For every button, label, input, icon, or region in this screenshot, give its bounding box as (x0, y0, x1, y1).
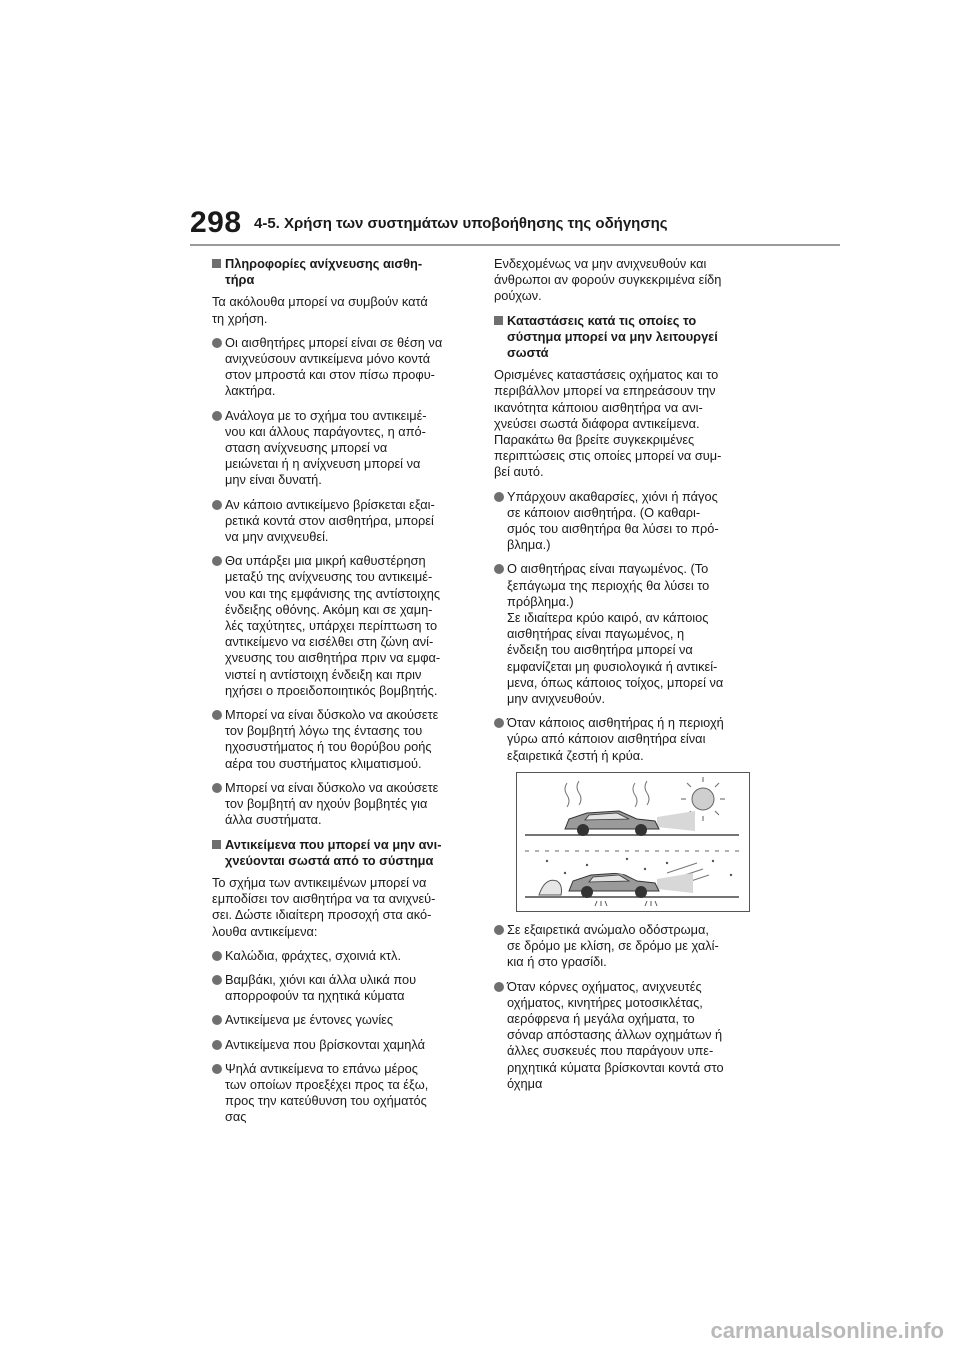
paragraph (212, 294, 470, 326)
text-line: Αντικείμενα που βρίσκονται χαμηλά (225, 1036, 425, 1052)
text-line: σε κάποιον αισθητήρα. (Ο καθαρι- (507, 504, 701, 520)
bullet-item (212, 780, 470, 829)
circle-bullet-icon (494, 718, 504, 728)
page-header (190, 206, 840, 246)
right-column (494, 256, 752, 1100)
text-line: τον βομβητή αν ηχούν βομβητές για (225, 796, 428, 812)
heading-line: σύστημα μπορεί να μην λειτουργεί (507, 328, 718, 344)
text-line: Μπορεί να είναι δύσκολο να ακούσετε (225, 707, 439, 723)
circle-bullet-icon (494, 492, 504, 502)
text-line: ένδειξης οθόνης. Ακόμη και σε χαμη- (225, 601, 433, 617)
bullet-item (212, 335, 470, 400)
text-line: Καλώδια, φράχτες, σχοινιά κτλ. (225, 947, 402, 963)
bullet-item (494, 489, 752, 554)
circle-bullet-icon (212, 975, 222, 985)
heading-line: Καταστάσεις κατά τις οποίες το (507, 312, 697, 328)
text-line: άλλα συστήματα. (225, 812, 322, 828)
heading-line: σωστά (507, 345, 549, 361)
circle-bullet-icon (212, 411, 222, 421)
bullet-item (212, 972, 470, 1004)
text-line: τον βομβητή λόγω της έντασης του (225, 723, 423, 739)
sensor-beam-icon (657, 873, 693, 893)
text-line: Σε εξαιρετικά ανώμαλο οδόστρωμα, (507, 921, 709, 937)
footer-watermark: carmanualsonline.info (710, 1318, 944, 1343)
text-line: ηχήσει ο προειδοποιητικός βομβητής. (225, 682, 438, 698)
bullet-item (212, 553, 470, 699)
circle-bullet-icon (212, 1040, 222, 1050)
bullet-item (494, 715, 752, 764)
text-line: Το σχήμα των αντικειμένων μπορεί να (212, 874, 427, 890)
bullet-item (212, 1037, 470, 1053)
illustration-svg (517, 773, 749, 911)
text-line: Αντικείμενα με έντονες γωνίες (225, 1012, 394, 1028)
text-line: χνευσης του αισθητήρα πριν να εμφα- (225, 650, 441, 666)
text-line: γύρω από κάποιον αισθητήρα είναι (507, 731, 706, 747)
text-line: Αν κάποιο αντικείμενο βρίσκεται εξαι- (225, 496, 435, 512)
text-line: βλημα.) (507, 537, 551, 553)
text-line: Μπορεί να είναι δύσκολο να ακούσετε (225, 779, 439, 795)
text-line: Ψηλά αντικείμενα το επάνω μέρος (225, 1060, 418, 1076)
circle-bullet-icon (212, 951, 222, 961)
text-line: σει. Δώστε ιδιαίτερη προσοχή στα ακό- (212, 907, 432, 923)
paragraph (494, 256, 752, 305)
text-line: ρηχητικά κύματα βρίσκονται κοντά στο (507, 1059, 724, 1075)
left-column (212, 256, 470, 1134)
text-line: των οποίων προεξέχει προς τα έξω, (225, 1076, 429, 1092)
paragraph (494, 367, 752, 480)
text-line: σε δρόμο με κλίση, σε δρόμο με χαλί- (507, 938, 719, 954)
circle-bullet-icon (494, 925, 504, 935)
text-line: Παρακάτω θα βρείτε συγκεκριμένες (494, 432, 695, 448)
text-line: νου και της εμφάνισης της αντίστοιχης (225, 585, 441, 601)
text-line: αισθητήρας είναι παγωμένος, η (507, 626, 685, 642)
circle-bullet-icon (494, 564, 504, 574)
text-line: αερόφρενα ή μεγάλα οχήματα, το (507, 1010, 695, 1026)
text-line: να μην ανιχνευθεί. (225, 529, 329, 545)
text-line: ηχοσυστήματος ή του θορύβου ροής (225, 739, 432, 755)
section-heading (212, 256, 470, 288)
header-rule (190, 244, 840, 246)
text-line: λουθα αντικείμενα: (212, 923, 318, 939)
chapter-title: 4-5. Χρήση των συστημάτων υποβοήθησης της οδήγησης (254, 215, 668, 232)
text-line: εμφανίζεται μη φυσιολογικά ή αντικεί- (507, 658, 718, 674)
text-line: αέρα του συστήματος κλιματισμού. (225, 755, 422, 771)
circle-bullet-icon (212, 500, 222, 510)
text-line: προς την κατεύθυνση του οχήματός (225, 1093, 427, 1109)
circle-bullet-icon (494, 982, 504, 992)
sun-icon (692, 788, 714, 810)
text-line: μεταξύ της ανίχνευσης του αντικειμέ- (225, 569, 433, 585)
text-line: περιβάλλον μπορεί να επηρεάσουν την (494, 383, 716, 399)
circle-bullet-icon (212, 556, 222, 566)
text-line: άνθρωποι αν φορούν συγκεκριμένα είδη (494, 272, 722, 288)
heading-line: Αντικείμενα που μπορεί να μην ανι- (225, 836, 442, 852)
bullet-item (212, 1061, 470, 1126)
circle-bullet-icon (212, 338, 222, 348)
circle-bullet-icon (212, 1015, 222, 1025)
text-line: σμός του αισθητήρα θα λύσει το πρό- (507, 521, 719, 537)
text-line: εμποδίσει τον αισθητήρα να τα ανιχνεύ- (212, 891, 436, 907)
square-bullet-icon (212, 840, 221, 849)
text-line: όχημα (507, 1075, 543, 1091)
text-line: ρούχων. (494, 288, 542, 304)
text-line: Όταν κάποιος αισθητήρας ή η περιοχή (507, 715, 724, 731)
text-line: ανιχνεύσουν αντικείμενα μόνο κοντά (225, 351, 431, 367)
text-line: ένδειξη του αισθητήρα μπορεί να (507, 642, 693, 658)
text-line: στον μπροστά και στον πίσω προφυ- (225, 367, 435, 383)
text-line: ξεπάγωμα της περιοχής θα λύσει το (507, 577, 710, 593)
text-line: αντικείμενο να εισέλθει στη ζώνη ανί- (225, 634, 434, 650)
grass-icon (595, 901, 657, 906)
text-line: Ορισμένες καταστάσεις οχήματος και το (494, 367, 719, 383)
bullet-item (212, 948, 470, 964)
bullet-item (494, 561, 752, 707)
text-line: βεί αυτό. (494, 464, 544, 480)
square-bullet-icon (494, 316, 503, 325)
text-line: πρόβλημα.) (507, 593, 574, 609)
text-line: μειώνεται ή η ανίχνευση μπορεί να (225, 456, 421, 472)
sensor-beam-icon (657, 811, 695, 831)
text-line: Ανάλογα με το σχήμα του αντικειμέ- (225, 407, 427, 423)
text-line: απορροφούν τα ηχητικά κύματα (225, 988, 405, 1004)
page-number: 298 (190, 206, 242, 239)
heading-line: χνεύονται σωστά από το σύστημα (225, 852, 434, 868)
bullet-item (212, 1012, 470, 1028)
text-line: Όταν κόρνες οχήματος, ανιχνευτές (507, 978, 702, 994)
heat-waves-icon (565, 781, 649, 807)
text-line: τη χρήση. (212, 310, 268, 326)
circle-bullet-icon (212, 783, 222, 793)
bullet-item (212, 497, 470, 546)
heading-line: Πληροφορίες ανίχνευσης αισθη- (225, 256, 423, 271)
text-line: εξαιρετικά ζεστή ή κρύα. (507, 747, 644, 763)
bullet-item (212, 707, 470, 772)
snow-pile-icon (539, 880, 562, 895)
snowy-car-icon (569, 871, 659, 898)
section-heading (212, 837, 470, 869)
square-bullet-icon (212, 259, 221, 268)
text-line: χνεύσει σωστά διάφορα αντικείμενα. (494, 415, 700, 431)
circle-bullet-icon (212, 1064, 222, 1074)
text-line: άλλες συσκευές που παράγουν υπε- (507, 1043, 714, 1059)
section-heading (494, 313, 752, 362)
heading-line: τήρα (225, 272, 255, 288)
text-line: οχήματος, κινητήρες μοτοσικλέτας, (507, 994, 703, 1010)
circle-bullet-icon (212, 710, 222, 720)
text-line: σόναρ απόστασης άλλων οχημάτων ή (507, 1027, 723, 1043)
text-line: νου και άλλους παράγοντες, η από- (225, 423, 426, 439)
text-line: Τα ακόλουθα μπορεί να συμβούν κατά (212, 294, 428, 310)
text-line: Ενδεχομένως να μην ανιχνευθούν και (494, 256, 707, 271)
text-line: λές ταχύτητες, υπάρχει περίπτωση το (225, 618, 438, 634)
car-icon (565, 811, 659, 836)
text-line: ρετικά κοντά στον αισθητήρα, μπορεί (225, 512, 434, 528)
paragraph (212, 875, 470, 940)
text-line: Οι αισθητήρες μπορεί είναι σε θέση να (225, 334, 443, 350)
text-line: μην ανιχνευθούν. (507, 691, 606, 707)
text-line: σας (225, 1109, 247, 1125)
text-line: Υπάρχουν ακαθαρσίες, χιόνι ή πάγος (507, 488, 718, 504)
text-line: κια ή στο γρασίδι. (507, 954, 607, 970)
text-line: μην είναι δυνατή. (225, 472, 322, 488)
bullet-item (494, 979, 752, 1092)
text-line: ικανότητα κάποιου αισθητήρα να ανι- (494, 399, 703, 415)
text-line: περιπτώσεις στις οποίες μπορεί να συμ- (494, 448, 722, 464)
text-line: σταση ανίχνευσης μπορεί να (225, 440, 388, 456)
bullet-item (494, 922, 752, 971)
text-line: Ο αισθητήρας είναι παγωμένος. (Το (507, 561, 709, 577)
text-line: λακτήρα. (225, 383, 276, 399)
text-line: μενα, όπως κάποιος τοίχος, μπορεί να (507, 674, 724, 690)
text-line: Σε ιδιαίτερα κρύο καιρό, αν κάποιος (507, 610, 709, 626)
sensor-conditions-illustration (516, 772, 750, 912)
text-line: νιστεί η αντίστοιχη ένδειξη και πριν (225, 666, 422, 682)
snowflakes-icon (546, 858, 732, 876)
bullet-item (212, 408, 470, 489)
text-line: Βαμβάκι, χιόνι και άλλα υλικά που (225, 971, 417, 987)
text-line: Θα υπάρξει μια μικρή καθυστέρηση (225, 553, 426, 569)
